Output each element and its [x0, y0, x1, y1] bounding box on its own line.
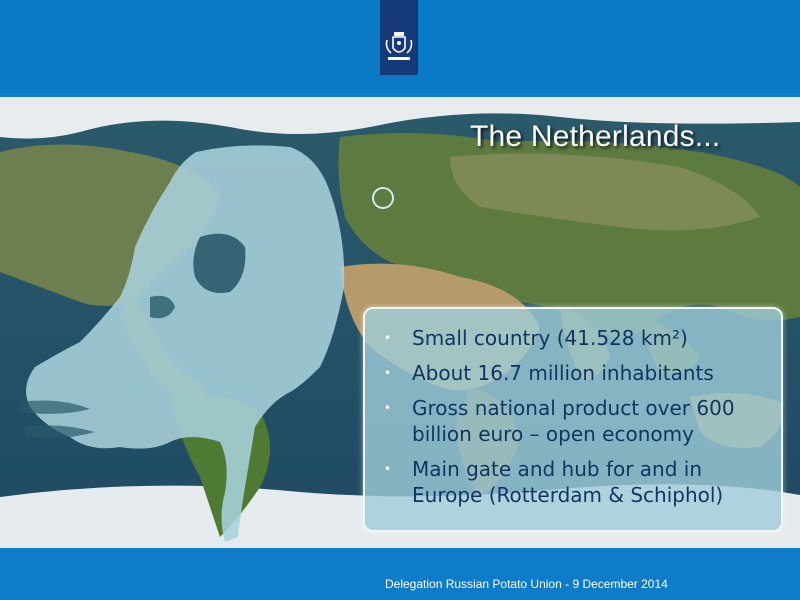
bullet-dot-icon: • [384, 331, 392, 345]
footer-text: Delegation Russian Potato Union - 9 December 2014 [385, 577, 668, 591]
bullet-text: Main gate and hub for and in Europe (Rotterdam & Schiphol) [412, 457, 724, 507]
bullet-item [365, 395, 781, 447]
bullet-item [365, 456, 781, 508]
coat-of-arms-icon [384, 32, 414, 66]
bullet-item [365, 325, 781, 351]
bullet-box [363, 307, 783, 532]
bullet-item [365, 360, 781, 386]
header-band [0, 0, 800, 93]
footer-band [0, 550, 800, 600]
logo-block [380, 0, 418, 75]
bullet-text: Small country (41.528 km²) [412, 326, 688, 350]
bullet-dot-icon: • [384, 366, 392, 380]
bullet-text: About 16.7 million inhabitants [412, 361, 714, 385]
bullet-dot-icon: • [384, 401, 392, 415]
slide-title: The Netherlands... [470, 120, 721, 153]
bullet-list [365, 325, 781, 517]
bullet-text: Gross national product over 600 billion euro – open economy [412, 396, 735, 446]
bullet-dot-icon: • [384, 462, 392, 476]
